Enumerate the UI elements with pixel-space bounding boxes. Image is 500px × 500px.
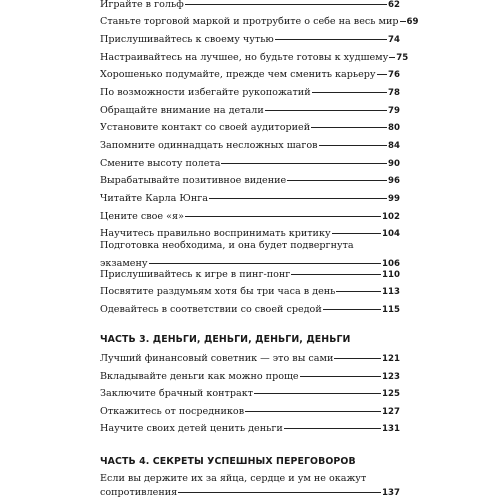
toc-entry-title: экзамену (100, 258, 148, 269)
toc-entry-page: 79 (388, 106, 400, 116)
toc-entry-page: 84 (388, 141, 400, 151)
toc-entry (100, 239, 400, 271)
toc-entry-title-line1: Подготовка необходима, и она будет подвергнута (100, 240, 354, 251)
part-heading: ЧАСТЬ 3. ДЕНЬГИ, ДЕНЬГИ, ДЕНЬГИ, ДЕНЬГИ (100, 334, 351, 345)
toc-entry-title: сопротивления (100, 487, 178, 498)
dot-leader (209, 198, 387, 199)
dot-leader (400, 21, 406, 22)
toc-entry-title: Прислушивайтесь к своему чутью (100, 34, 274, 45)
toc-entry-title: Научитесь правильно воспринимать критику (100, 228, 331, 239)
toc-entry-page: 121 (382, 354, 400, 364)
toc-entry-page: 62 (388, 0, 400, 10)
toc-entry-page: 113 (382, 287, 400, 297)
toc-entry (100, 68, 400, 82)
toc-entry-page: 137 (382, 488, 400, 498)
toc-entry-title: Научите своих детей ценить деньги (100, 423, 283, 434)
dot-leader (312, 92, 387, 93)
toc-entry (100, 422, 400, 436)
toc-entry-page: 125 (382, 389, 400, 399)
toc-entry (100, 157, 400, 171)
toc-entry-title: Вырабатывайте позитивное видение (100, 175, 287, 186)
toc-entry-title: Играйте в гольф (100, 0, 184, 10)
toc-entry (100, 352, 400, 366)
toc-entry (100, 15, 419, 29)
toc-entry-page: 104 (382, 229, 400, 239)
toc-entry-page: 127 (382, 407, 400, 417)
toc-entry-title: Лучший финансовый советник — это вы сами (100, 353, 334, 364)
toc-entry-page: 115 (382, 305, 400, 315)
dot-leader (284, 428, 381, 429)
toc-entry-title: Запомните одиннадцать несложных шагов (100, 140, 318, 151)
toc-entry-title: Одевайтесь в соответствии со своей средой (100, 304, 322, 315)
toc-entry-page: 106 (382, 259, 400, 269)
toc-entry (100, 285, 400, 299)
toc-entry-page: 78 (388, 88, 400, 98)
dot-leader (245, 411, 381, 412)
toc-entry (100, 192, 400, 206)
toc-entry (100, 0, 400, 12)
toc-entry (100, 387, 400, 401)
toc-entry-page: 90 (388, 159, 400, 169)
toc-entry-title: Станьте торговой маркой и протрубите о себе на весь мир (100, 16, 399, 27)
toc-entry-page: 75 (396, 53, 409, 63)
toc-entry-title: Установите контакт со своей аудиторией (100, 122, 311, 133)
dot-leader (254, 393, 381, 394)
toc-entry-title: Заключите брачный контракт (100, 388, 254, 399)
toc-entry (100, 121, 400, 135)
dot-leader (178, 492, 381, 493)
toc-entry-title: Обращайте внимание на детали (100, 105, 264, 116)
toc-entry-title: Посвятите раздумьям хотя бы три часа в день (100, 286, 336, 297)
toc-entry-page: 123 (382, 372, 400, 382)
toc-entry-title: Прислушивайтесь к игре в пинг-понг (100, 269, 291, 280)
dot-leader (185, 4, 387, 5)
dot-leader (287, 180, 387, 181)
toc-entry-page: 69 (406, 17, 419, 27)
toc-entry (100, 210, 400, 224)
toc-entry-title: Вкладывайте деньги как можно проще (100, 371, 299, 382)
toc-entry (100, 268, 400, 282)
toc-entry (100, 51, 409, 65)
toc-entry-title: Настраивайтесь на лучшее, но будьте готовы к худшему (100, 52, 389, 63)
toc-entry (100, 104, 400, 118)
toc-entry-page: 102 (382, 212, 400, 222)
toc-entry-page: 131 (382, 424, 400, 434)
toc-entry-title-line1: Если вы держите их за яйца, сердце и ум не окажут (100, 473, 367, 484)
toc-entry (100, 303, 400, 317)
dot-leader (149, 263, 382, 264)
toc-entry-title: Читайте Карла Юнга (100, 193, 209, 204)
toc-entry-title: Откажитесь от посредников (100, 406, 245, 417)
toc-entry (100, 405, 400, 419)
dot-leader (336, 291, 381, 292)
toc-entry-title: Смените высоту полета (100, 158, 221, 169)
part-heading: ЧАСТЬ 4. СЕКРЕТЫ УСПЕШНЫХ ПЕРЕГОВОРОВ (100, 456, 356, 467)
toc-entry (100, 139, 400, 153)
dot-leader (389, 57, 395, 58)
toc-entry (100, 472, 400, 500)
toc-entry-page: 76 (388, 70, 400, 80)
dot-leader (332, 233, 381, 234)
toc-entry-page: 80 (388, 123, 400, 133)
dot-leader (300, 376, 381, 377)
dot-leader (221, 163, 387, 164)
dot-leader (377, 74, 387, 75)
toc-entry-page: 96 (388, 176, 400, 186)
toc-entry-page: 99 (388, 194, 400, 204)
toc-entry-page: 74 (388, 35, 400, 45)
toc-entry-title: По возможности избегайте рукопожатий (100, 87, 311, 98)
dot-leader (275, 39, 387, 40)
toc-entry (100, 86, 400, 100)
toc-entry (100, 174, 400, 188)
dot-leader (319, 145, 387, 146)
toc-entry-page: 110 (382, 270, 400, 280)
dot-leader (185, 216, 381, 217)
toc-entry (100, 370, 400, 384)
dot-leader (291, 274, 381, 275)
toc-entry-title: Хорошенько подумайте, прежде чем сменить карьеру (100, 69, 376, 80)
dot-leader (334, 358, 381, 359)
dot-leader (323, 309, 381, 310)
dot-leader (311, 127, 387, 128)
dot-leader (265, 110, 387, 111)
toc-entry-title: Цените свое «я» (100, 211, 184, 222)
toc-entry (100, 33, 400, 47)
